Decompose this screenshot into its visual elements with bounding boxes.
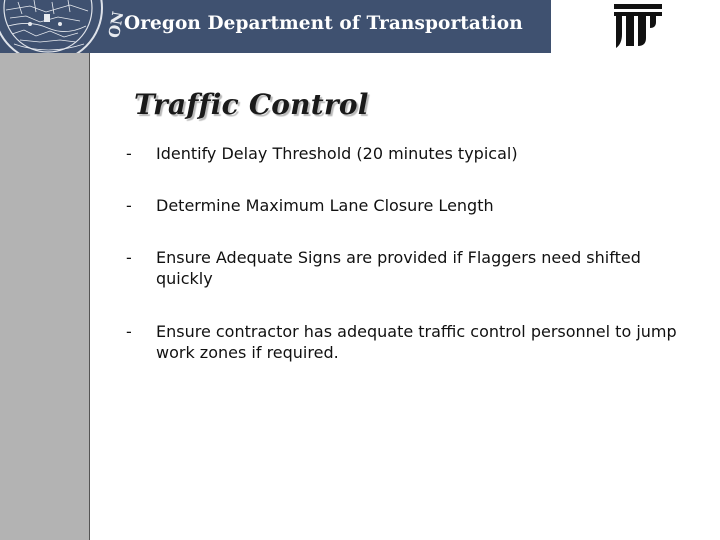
bullet-item xyxy=(126,321,716,363)
bullet-item xyxy=(126,247,686,289)
organization-title: Oregon Department of Transportation xyxy=(124,13,523,34)
left-accent-bar xyxy=(0,53,90,540)
bullet-text: Determine Maximum Lane Closure Length xyxy=(156,196,494,215)
slide-title: Traffic Control xyxy=(134,88,369,121)
bullet-text: Ensure contractor has adequate traffic control personnel to jump work zones if required. xyxy=(156,322,677,362)
odot-logo-icon xyxy=(612,3,664,51)
bullet-marker: - xyxy=(126,144,132,163)
bullet-text: Ensure Adequate Signs are provided if Flaggers need shifted quickly xyxy=(156,248,641,288)
bullet-text: Identify Delay Threshold (20 minutes typical) xyxy=(156,144,518,163)
svg-text:ON: ON xyxy=(104,9,128,40)
bullet-marker: - xyxy=(126,248,132,267)
header-band xyxy=(0,0,551,53)
bullet-marker: - xyxy=(126,322,132,341)
bullet-item xyxy=(126,195,716,216)
bullet-marker: - xyxy=(126,196,132,215)
oregon-seal-icon xyxy=(0,0,128,53)
bullet-item xyxy=(126,143,716,164)
